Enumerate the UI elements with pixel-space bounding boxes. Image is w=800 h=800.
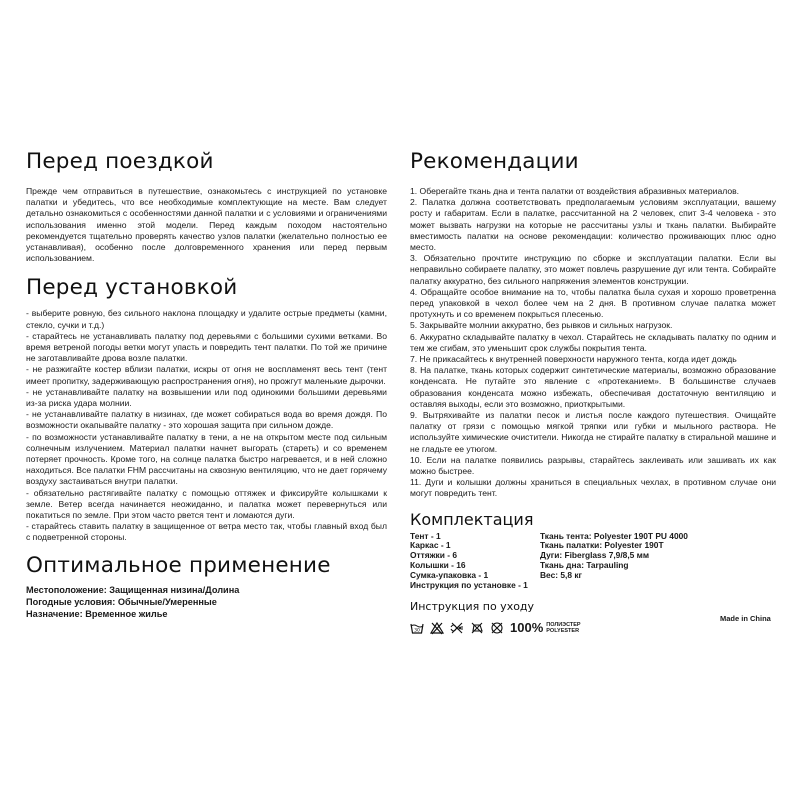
optimal-item: Погодные условия: Обычные/Умеренные: [26, 596, 217, 607]
setup-item: - по возможности устанавливайте палатку в тени, а не на открытом месте под сильным солнечным излучением. Материал палатки начнет выгорать (стареть) и со временем потеряет прочность. Кроме того, на солнце палатка быстро нагревается, и в ней сложно находиться. Все палатки FHM рассчитаны на сквозную вентиляцию, что не дает горячему воздуху застаиваться внутри палатки.: [26, 431, 387, 487]
optimal-item: Назначение: Временное жилье: [26, 608, 168, 619]
recommendation-item: 10. Если на палатке появились разрывы, старайтесь заклеивать или зашивать их как можно быстрее.: [410, 454, 776, 477]
recommendation-item: 2. Палатка должна соответствовать предполагаемым условиям эксплуатации, вашему росту и габаритам. Если в палатке, рассчитанной на 2 человек, спит 3-4 человека - это может вызвать нагрузки на которые не рассчитаны узлы и ткань палатки. Выбирайте вместимость палатки на основе рекомендации: количество проживающих плюс одно место.: [410, 197, 776, 253]
kit-item: Сумка-упаковка - 1: [410, 569, 489, 580]
setup-item: - выберите ровную, без сильного наклона площадку и удалите острые предметы (камни, стекло, сучки и т.д.): [26, 308, 387, 330]
kit-section: [410, 510, 776, 591]
before-setup-section: [26, 276, 387, 543]
kit-item: Тент - 1: [410, 530, 441, 541]
kit-items-left: [410, 532, 540, 591]
left-column: [26, 150, 387, 630]
recommendation-item: 11. Дуги и колышки должны храниться в специальных чехлах, в противном случае они могут повредить тент.: [410, 477, 776, 499]
before-trip-text: Прежде чем отправиться в путешествие, ознакомьтесь с инструкцией по установке палатки и убедитесь, что все необходимые комплектующие на месте. Вам следует детально ознакомиться с особенностями данной палатки и с условиями и ограничениями использования именно этой модели. Перед каждым походом настоятельно рекомендуется тщательно проверять качество узлов палатки (желательно полностью ее устанавливая), особенно после долговременного хранения или перед первым использованием.: [26, 186, 387, 264]
setup-item: - не устанавливайте палатку на возвышении или под одинокими большими деревьями из-за риска удара молнии.: [26, 386, 387, 409]
material-en: POLYESTER: [546, 627, 580, 634]
recommendation-item: 4. Обращайте особое внимание на то, чтобы палатка была сухая и хорошо проветренна перед упаковкой в чехол более чем на 2 дня. В противном случае палатка может протухнуть и со временем покрыться плесенью.: [410, 286, 776, 320]
setup-item: - не разжигайте костер вблизи палатки, искры от огня не воспламенят весь тент (тент имеет пропитку, задерживающую распространения огня), но прожгут маленькие дырочки.: [26, 364, 387, 386]
kit-spec: Дуги: Fiberglass 7,9/8,5 мм: [540, 550, 650, 561]
optimal-list: [26, 584, 387, 620]
setup-item: - обязательно растягивайте палатку с помощью оттяжек и фиксируйте колышками к земле. Ветер всегда начинается неожиданно, и палатка может перевернуться или покатиться по земле. При этом часто рвется тент и ломаются дуги.: [26, 487, 387, 521]
setup-item: - старайтесь не устанавливать палатку под деревьями с большими сухими ветками. Во время ветреной погоды ветки могут упасть и повредить тент палатки. По той же причине не заготавливайте дрова возле палатки.: [26, 330, 387, 364]
before-setup-heading: Перед установкой: [26, 275, 238, 301]
no-dry-clean-icon: [490, 621, 504, 635]
recommendation-item: 5. Закрывайте молнии аккуратно, без рывков и сильных нагрузок.: [410, 320, 673, 331]
before-trip-heading: Перед поездкой: [26, 149, 214, 174]
recommendations-heading: Рекомендации: [410, 149, 579, 174]
kit-item: Инструкция по установке - 1: [410, 579, 528, 590]
kit-item: Каркас - 1: [410, 540, 451, 551]
material-label: [546, 622, 580, 634]
care-heading: Инструкция по уходу: [410, 600, 535, 614]
setup-item: - старайтесь ставить палатку в защищенное от ветра место так, чтобы главный вход был с подветренной стороны.: [26, 521, 387, 543]
no-wring-icon: [450, 621, 464, 635]
kit-grid: [410, 532, 776, 591]
before-setup-list: [26, 308, 387, 543]
kit-items-right: [540, 532, 688, 591]
optimal-item: Местоположение: Защищенная низина/Долина: [26, 584, 240, 595]
recommendation-item: 1. Оберегайте ткань дна и тента палатки от воздействия абразивных материалов.: [410, 186, 740, 196]
recommendation-item: 7. Не прикасайтесь к внутренней поверхности наружного тента, когда идет дождь: [410, 354, 737, 365]
recommendation-item: 3. Обязательно прочтите инструкцию по сборке и эксплуатации палатки. Если вы неправильно собираете палатку, это может повлечь разрушение дуг или тента. Собирайте палатку аккуратно, без сильного напряжения элементов конструкции.: [410, 253, 776, 286]
setup-item: - не устанавливайте палатку в низинах, где может собираться вода во время дождя. По возможности окапывайте палатку - это хорошая защита при сильном дожде.: [26, 409, 387, 431]
right-column: [410, 150, 776, 635]
optimal-section: [26, 554, 387, 620]
no-bleach-icon: [430, 621, 444, 635]
kit-spec: Вес: 5,8 кг: [540, 569, 583, 580]
kit-spec: Ткань дна: Tarpauling: [540, 560, 629, 571]
svg-text:30: 30: [414, 628, 420, 634]
recommendations-section: [410, 150, 776, 500]
made-in-label: Made in China: [720, 614, 771, 623]
material-ru: ПОЛИЭСТЕР: [546, 621, 581, 628]
optimal-heading: Оптимальное применение: [26, 552, 331, 578]
recommendations-list: [410, 186, 776, 500]
before-trip-section: [26, 150, 387, 264]
kit-item: Оттяжки - 6: [410, 550, 457, 561]
recommendation-item: 6. Аккуратно складывайте палатку в чехол. Старайтесь не складывать палатку по одним и тем же сгибам, это уменьшит срок службы покрытия тента.: [410, 331, 776, 353]
kit-item: Колышки - 16: [410, 560, 466, 571]
kit-heading: Комплектация: [410, 509, 534, 529]
material-percent: 100%: [510, 620, 544, 636]
recommendation-item: 9. Вытряхивайте из палатки песок и листья после каждого путешествия. Очищайте палатку от грязи с помощью мягкой тряпки или губки и мыльного раствора. Не используйте химические очистители. Никогда не стирайте палатку в стиральной машине и не гладьте ее утюгом.: [410, 410, 776, 454]
wash-30-icon: [410, 621, 424, 635]
kit-spec: Ткань палатки: Polyester 190T: [540, 540, 664, 551]
no-iron-icon: [470, 621, 484, 635]
recommendation-item: 8. На палатке, ткань которых содержит синтетические материалы, возможно образование конденсата. Не путайте это явление с «протеканием». В большинстве случаев образования конденсата можно избежать, обеспечивая достаточную вентиляцию и оставляя выходы, если это возможно, приоткрытыми.: [410, 365, 776, 409]
kit-spec: Ткань тента: Polyester 190T PU 4000: [540, 530, 688, 541]
